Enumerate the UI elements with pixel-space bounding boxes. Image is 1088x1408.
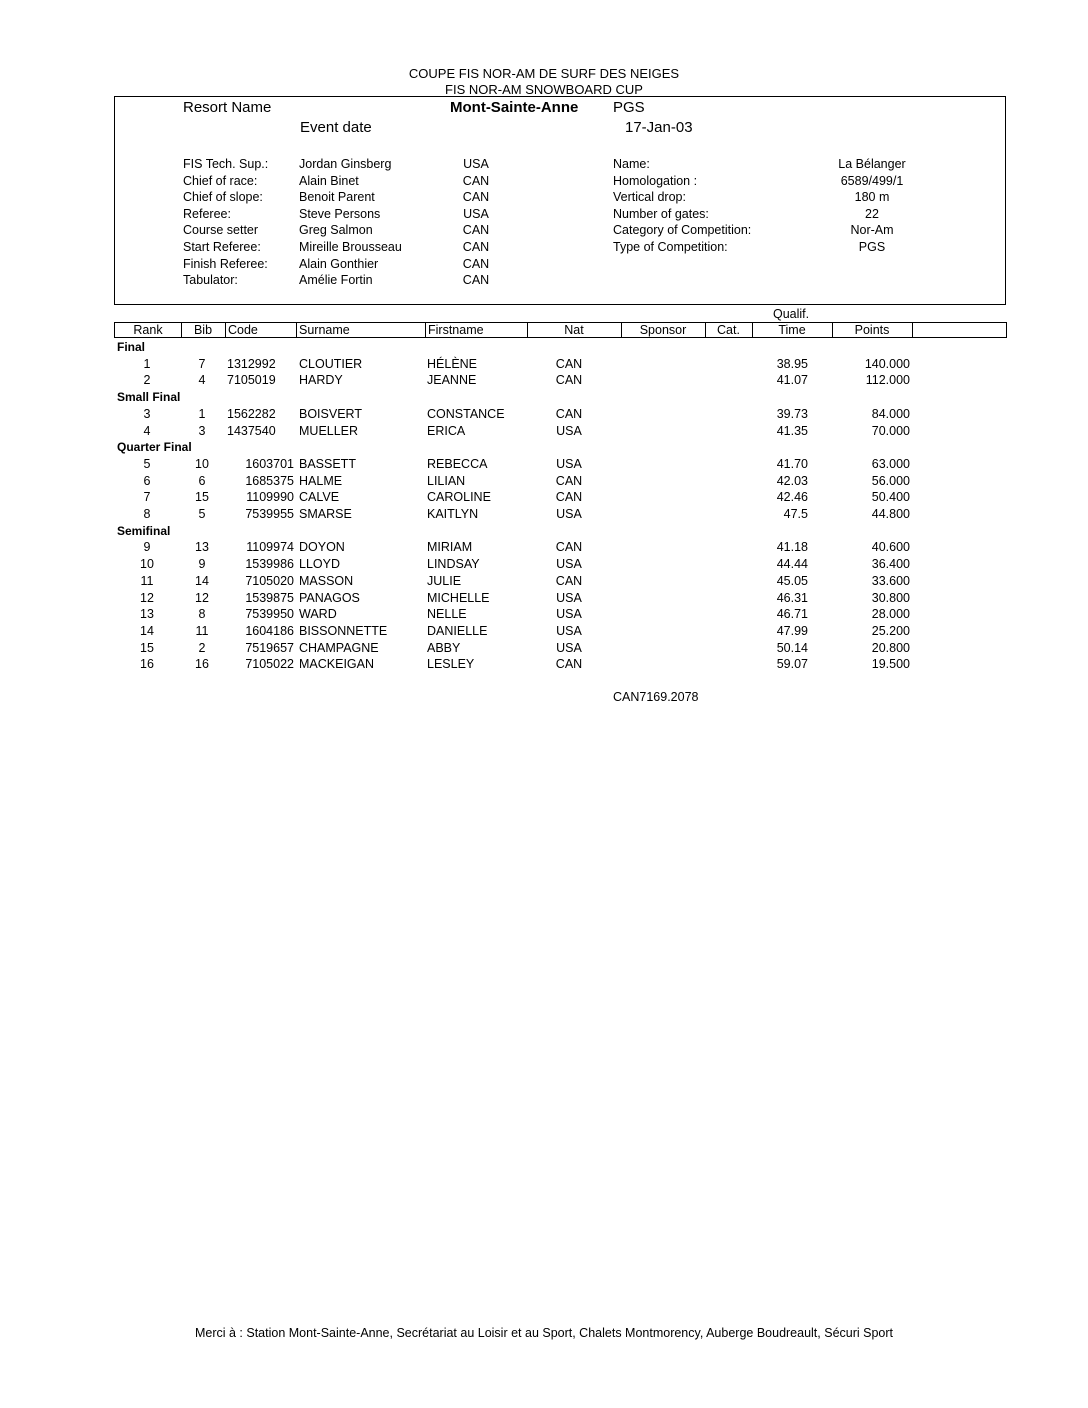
cell-rank: 11 [140,573,154,588]
cell-code: 1603701 [245,456,294,471]
cell-points: 19.500 [871,657,910,672]
table-row [0,574,1088,589]
cell-code: 1109990 [246,490,294,505]
cell-firstname: JULIE [427,573,462,588]
cell-firstname: REBECCA [427,456,488,471]
cell-code: 1604186 [245,623,294,638]
cell-bib: 13 [195,540,209,555]
cell-points: 44.800 [871,507,910,521]
cell-surname: MUELLER [299,423,359,438]
table-row [0,407,1088,422]
cell-bib: 10 [195,456,209,471]
cell-nat: CAN [555,657,583,672]
course-label: Vertical drop: [613,190,686,205]
cell-time: 41.35 [776,423,808,438]
official-name: Alain Binet [299,173,359,188]
title-line-1: COUPE FIS NOR-AM DE SURF DES NEIGES [408,66,680,81]
section-title: Small Final [117,390,181,405]
cell-points: 20.800 [871,640,910,655]
cell-points: 112.000 [865,373,910,388]
cell-time: 41.18 [776,540,808,555]
cell-rank: 6 [143,473,151,488]
cell-code: 7519657 [245,640,294,655]
footer-credits: Merci à : Station Mont-Sainte-Anne, Secrétariat au Loisir et au Sport, Chalets Montmorency, Auberge Boudreault, Sécuri Sport [194,1326,894,1340]
cell-points: 84.000 [871,406,910,421]
table-row [0,373,1088,388]
cell-rank: 5 [143,456,151,471]
section-title: Semifinal [117,523,171,538]
official-name: Jordan Ginsberg [299,157,392,171]
cell-rank: 10 [140,557,154,572]
cell-surname: HALME [299,473,343,488]
cell-nat: USA [556,607,582,622]
cell-time: 42.46 [776,490,808,505]
cell-surname: MACKEIGAN [299,657,375,672]
cell-nat: USA [556,456,582,471]
cell-nat: USA [556,590,582,605]
qualif-label: Qualif. [773,307,810,321]
cell-time: 42.03 [776,473,808,488]
cell-surname: CHAMPAGNE [299,640,379,655]
table-row [0,490,1088,505]
cell-bib: 5 [198,507,206,521]
cell-code: 7539955 [245,507,294,521]
cell-bib: 4 [198,373,206,388]
official-name: Steve Persons [299,206,381,221]
cell-surname: CALVE [299,490,340,505]
cell-bib: 9 [198,557,206,572]
cell-firstname: CONSTANCE [427,406,505,421]
cell-nat: USA [556,623,582,638]
table-row [0,607,1088,622]
cell-points: 63.000 [871,456,910,471]
official-name: Alain Gonthier [299,256,379,271]
header-divider [225,323,226,337]
header-cat: Cat. [717,323,740,337]
cell-rank: 3 [143,406,151,421]
header-rank: Rank [133,323,163,337]
cell-surname: BISSONNETTE [299,623,388,638]
cell-time: 46.31 [776,590,808,605]
header-nat: Nat [564,323,584,337]
cell-bib: 3 [198,423,206,438]
cell-nat: CAN [555,406,583,421]
cell-points: 50.400 [871,490,910,505]
cell-bib: 1 [198,406,206,421]
cell-nat: USA [556,557,582,572]
cell-surname: HARDY [299,373,343,388]
official-nat: CAN [462,223,490,238]
cell-time: 39.73 [776,406,808,421]
course-label: Type of Competition: [613,240,728,254]
cell-code: 1539986 [245,557,294,572]
table-row [0,424,1088,439]
section-title: Final [117,340,146,354]
cell-time: 45.05 [776,573,808,588]
cell-time: 59.07 [776,657,808,672]
event-date-label: Event date [300,119,372,136]
cell-surname: SMARSE [299,507,352,521]
official-name: Benoit Parent [299,190,375,205]
cell-code: 7105022 [245,657,294,672]
cell-surname: DOYON [299,540,345,555]
cell-rank: 16 [140,657,154,672]
header-points: Points [854,323,890,337]
table-row [0,507,1088,522]
official-role: Referee: [183,206,231,221]
official-nat: CAN [462,240,490,254]
table-row [0,357,1088,372]
header-firstname: Firstname [428,323,484,337]
table-row [0,657,1088,672]
cell-surname: BOISVERT [299,406,362,421]
cell-surname: LLOYD [299,557,340,572]
table-row [0,457,1088,472]
table-row [0,540,1088,555]
cell-firstname: KAITLYN [427,507,479,521]
cell-points: 30.800 [871,590,910,605]
cell-firstname: MIRIAM [427,540,473,555]
header-bib: Bib [193,323,213,337]
cell-code: 1109974 [246,540,294,555]
header-divider [425,323,426,337]
cell-rank: 9 [143,540,151,555]
official-name: Mireille Brousseau [299,240,402,254]
cell-bib: 8 [198,607,206,622]
cell-rank: 12 [140,590,154,605]
cell-firstname: ERICA [427,423,466,438]
cell-code: 1437540 [227,423,276,438]
course-value: 22 [865,206,879,221]
cell-rank: 2 [143,373,151,388]
cell-bib: 2 [198,640,206,655]
resort-label: Resort Name [183,99,272,116]
cell-nat: CAN [555,490,583,505]
cell-firstname: LINDSAY [427,557,480,572]
course-value: 6589/499/1 [840,173,904,188]
cell-nat: CAN [555,473,583,488]
cell-surname: PANAGOS [299,590,360,605]
header-code: Code [228,323,258,337]
cell-points: 36.400 [871,557,910,572]
cell-firstname: CAROLINE [427,490,491,505]
official-name: Greg Salmon [299,223,373,238]
cell-surname: WARD [299,607,337,622]
race-code: CAN7169.2078 [613,690,699,704]
cell-firstname: NELLE [427,607,467,622]
cell-rank: 7 [143,490,151,505]
cell-bib: 12 [195,590,209,605]
cell-firstname: MICHELLE [427,590,490,605]
table-row [0,557,1088,572]
official-nat: USA [463,206,489,221]
cell-points: 56.000 [871,473,910,488]
official-role: Tabulator: [183,273,238,288]
cell-code: 1312992 [227,356,276,371]
header-divider [912,323,913,337]
cell-code: 1562282 [227,406,276,421]
official-nat: CAN [462,173,490,188]
title-line-2: FIS NOR-AM SNOWBOARD CUP [445,82,643,97]
cell-time: 41.70 [776,456,808,471]
course-value: Nor-Am [850,223,894,238]
official-nat: USA [463,157,489,171]
header-divider [296,323,297,337]
section-title: Quarter Final [117,440,192,455]
official-role: Course setter [183,223,259,238]
cell-bib: 6 [198,473,206,488]
official-role: Chief of race: [183,173,258,188]
official-role: FIS Tech. Sup.: [183,157,269,171]
cell-bib: 16 [195,657,209,672]
discipline: PGS [613,99,645,116]
cell-rank: 8 [143,507,151,521]
course-label: Category of Competition: [613,223,752,238]
cell-surname: MASSON [299,573,354,588]
cell-nat: USA [556,640,582,655]
event-date-value: 17-Jan-03 [625,119,693,136]
cell-time: 46.71 [776,607,808,622]
course-label: Homologation : [613,173,698,188]
table-row [0,624,1088,639]
course-value: PGS [858,240,886,254]
official-nat: CAN [462,190,490,205]
official-nat: CAN [462,256,490,271]
cell-time: 44.44 [776,557,808,572]
cell-nat: CAN [555,373,583,388]
cell-time: 50.14 [776,640,808,655]
cell-bib: 7 [198,356,206,371]
table-row [0,591,1088,606]
cell-code: 1685375 [245,473,294,488]
cell-code: 7105020 [245,573,294,588]
cell-firstname: ABBY [427,640,461,655]
cell-points: 70.000 [871,423,910,438]
official-name: Amélie Fortin [299,273,373,288]
table-row [0,474,1088,489]
cell-firstname: HÉLÈNE [427,356,478,371]
course-value: La Bélanger [838,157,906,171]
official-role: Start Referee: [183,240,261,254]
cell-points: 40.600 [871,540,910,555]
cell-nat: CAN [555,573,583,588]
cell-code: 7539950 [245,607,294,622]
table-row [0,641,1088,656]
cell-rank: 13 [140,607,154,622]
cell-firstname: JEANNE [427,373,477,388]
cell-time: 38.95 [776,356,808,371]
course-value: 180 m [854,190,890,205]
course-label: Number of gates: [613,206,709,221]
header-time: Time [778,323,806,337]
cell-code: 1539875 [245,590,294,605]
course-label: Name: [613,157,650,171]
cell-points: 25.200 [871,623,910,638]
header-surname: Surname [299,323,350,337]
cell-nat: CAN [555,540,583,555]
official-role: Finish Referee: [183,256,268,271]
cell-firstname: LESLEY [427,657,475,672]
cell-time: 47.5 [783,507,808,521]
cell-firstname: LILIAN [427,473,466,488]
cell-bib: 15 [195,490,209,505]
cell-surname: CLOUTIER [299,356,363,371]
cell-rank: 14 [140,623,154,638]
cell-rank: 1 [143,356,151,371]
cell-points: 28.000 [871,607,910,622]
cell-firstname: DANIELLE [427,623,488,638]
cell-bib: 14 [195,573,209,588]
cell-time: 47.99 [776,623,808,638]
cell-rank: 15 [140,640,154,655]
cell-points: 33.600 [871,573,910,588]
cell-nat: CAN [555,356,583,371]
header-sponsor: Sponsor [639,323,687,337]
cell-bib: 11 [195,623,209,638]
official-role: Chief of slope: [183,190,263,205]
cell-surname: BASSETT [299,456,356,471]
cell-rank: 4 [143,423,151,438]
cell-nat: USA [556,423,582,438]
cell-time: 41.07 [776,373,808,388]
cell-code: 7105019 [227,373,276,388]
resort-value: Mont-Sainte-Anne [450,99,579,116]
cell-points: 140.000 [864,356,910,371]
results-header-row [114,322,1007,338]
official-nat: CAN [462,273,490,288]
cell-nat: USA [556,507,582,521]
